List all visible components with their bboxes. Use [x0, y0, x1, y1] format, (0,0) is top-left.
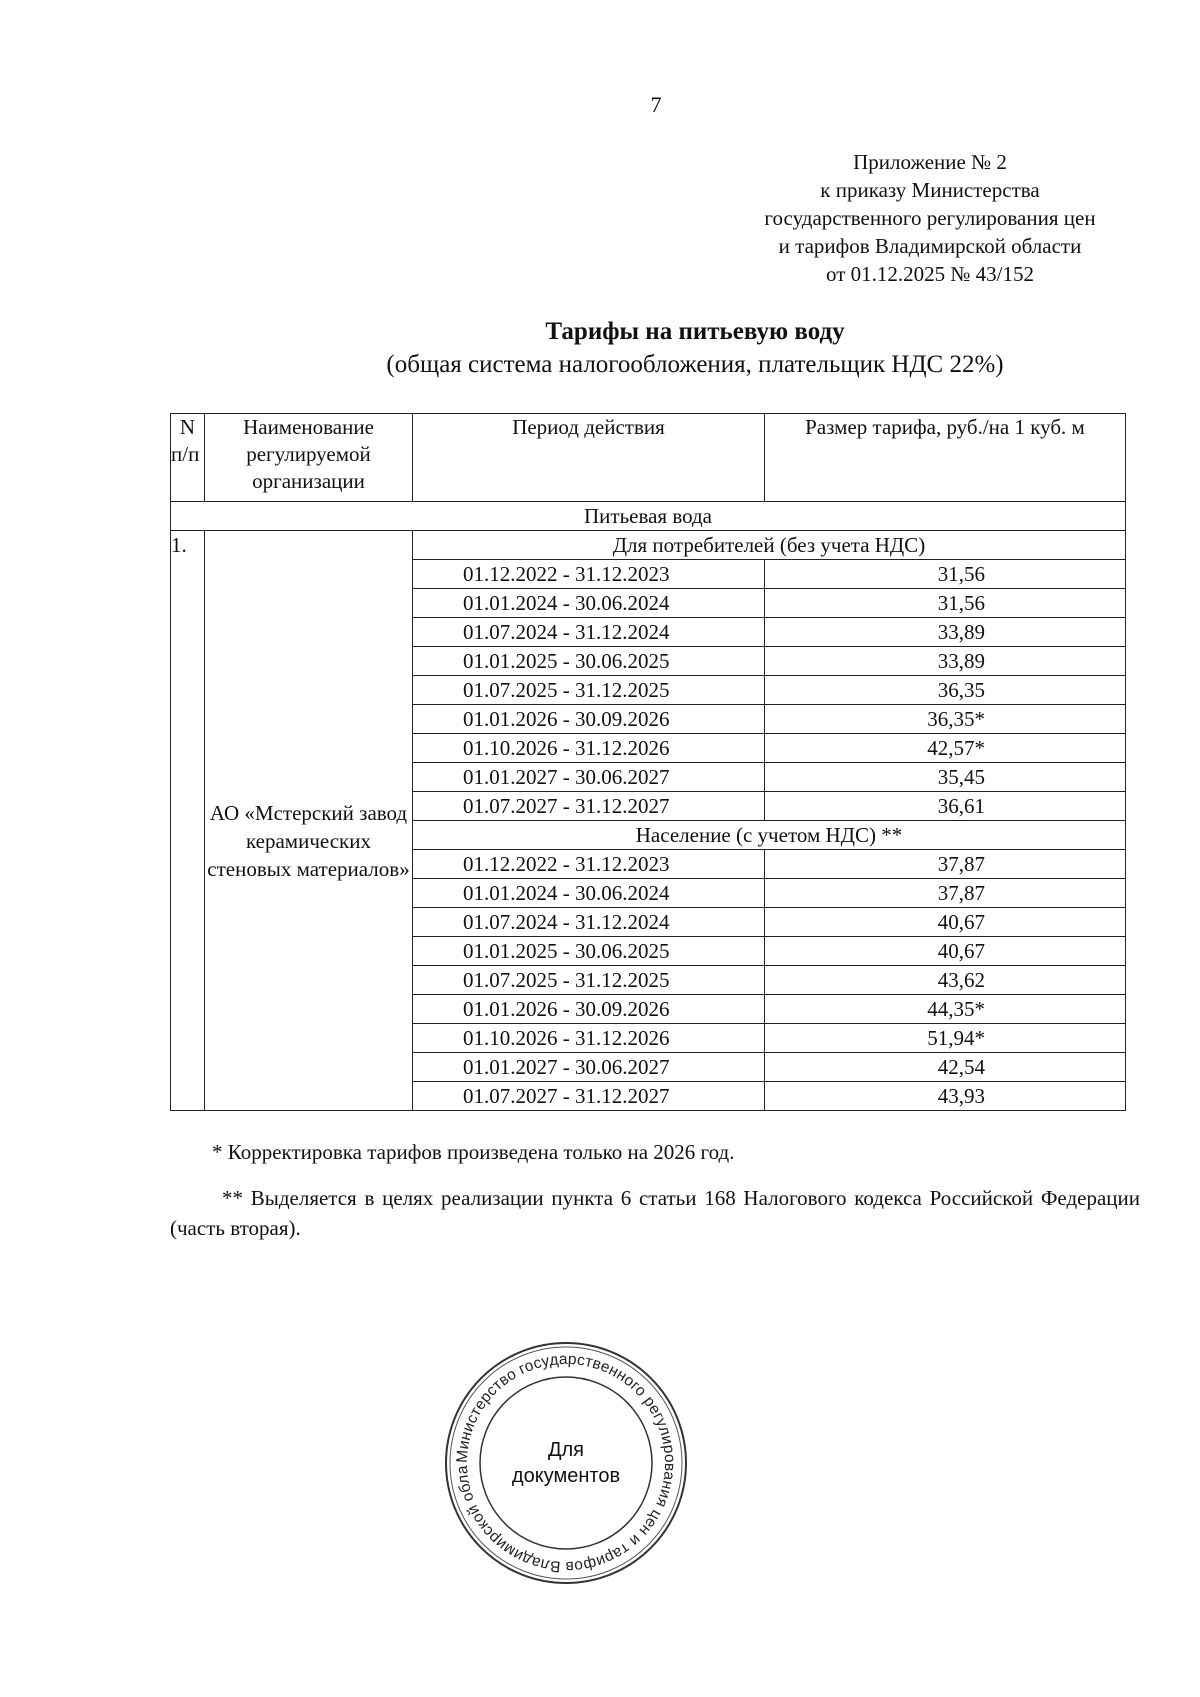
period-cell: 01.07.2025 - 31.12.2025 — [413, 676, 765, 705]
stamp-center — [443, 1340, 689, 1586]
tariff-value-cell: 36,35* — [765, 705, 1126, 734]
period-cell: 01.01.2026 - 30.09.2026 — [413, 995, 765, 1024]
row-number: 1. — [171, 531, 205, 1111]
period-cell: 01.10.2026 - 31.12.2026 — [413, 734, 765, 763]
tariff-value-cell: 37,87 — [765, 850, 1126, 879]
group-label: Для потребителей (без учета НДС) — [413, 531, 1126, 560]
category-label: Питьевая вода — [171, 502, 1126, 531]
period-cell: 01.10.2026 - 31.12.2026 — [413, 1024, 765, 1053]
header-tariff: Размер тарифа, руб./на 1 куб. м — [765, 414, 1126, 502]
category-row — [171, 502, 1126, 531]
tariff-value-cell: 40,67 — [765, 908, 1126, 937]
period-cell: 01.12.2022 - 31.12.2023 — [413, 560, 765, 589]
tariff-value-cell: 31,56 — [765, 560, 1126, 589]
tariff-value-cell: 33,89 — [765, 647, 1126, 676]
tariff-value-cell: 33,89 — [765, 618, 1126, 647]
header-period: Период действия — [413, 414, 765, 502]
tariff-value-cell: 35,45 — [765, 763, 1126, 792]
header-organization: Наименование регулируемой организации — [205, 414, 413, 502]
footnote-1: * Корректировка тарифов произведена только на 2026 год. — [212, 1140, 735, 1164]
appendix-line: и тарифов Владимирской области — [778, 234, 1082, 258]
tariff-value-cell: 43,93 — [765, 1082, 1126, 1111]
group-label-row — [171, 531, 1126, 560]
tariff-value-cell: 40,67 — [765, 937, 1126, 966]
document-subtitle: (общая система налогообложения, плательщик НДС 22%) — [386, 351, 1004, 378]
tariff-value-cell: 42,54 — [765, 1053, 1126, 1082]
tariff-value-cell: 31,56 — [765, 589, 1126, 618]
appendix-line: к приказу Министерства — [820, 178, 1040, 202]
group-label: Население (с учетом НДС) ** — [413, 821, 1126, 850]
organization-cell — [205, 531, 413, 1111]
official-stamp — [443, 1340, 689, 1586]
period-cell: 01.01.2024 - 30.06.2024 — [413, 879, 765, 908]
period-cell: 01.01.2027 - 30.06.2027 — [413, 1053, 765, 1082]
page-number: 7 — [650, 92, 662, 117]
period-cell: 01.12.2022 - 31.12.2023 — [413, 850, 765, 879]
tariff-value-cell: 51,94* — [765, 1024, 1126, 1053]
header-num-line1: N — [179, 415, 196, 439]
stamp-center-line1: Для — [547, 1439, 585, 1461]
tariff-value-cell: 42,57* — [765, 734, 1126, 763]
header-num — [171, 414, 205, 502]
appendix-line: от 01.12.2025 № 43/152 — [825, 262, 1035, 286]
stamp-center-line2: документов — [511, 1465, 621, 1487]
period-cell: 01.01.2024 - 30.06.2024 — [413, 589, 765, 618]
stamp-ring-text: Министерство государственного регулирования цен и тарифов Владимирской обла — [453, 1350, 679, 1576]
table-header-row — [171, 414, 1126, 502]
period-cell: 01.07.2024 - 31.12.2024 — [413, 618, 765, 647]
document-title: Тарифы на питьевую воду — [545, 318, 845, 345]
period-cell: 01.07.2027 - 31.12.2027 — [413, 792, 765, 821]
appendix-header — [720, 148, 1140, 288]
period-cell: 01.07.2025 - 31.12.2025 — [413, 966, 765, 995]
period-cell: 01.07.2027 - 31.12.2027 — [413, 1082, 765, 1111]
tariff-table — [170, 413, 1126, 1111]
period-cell: 01.01.2027 - 30.06.2027 — [413, 763, 765, 792]
footnote-2: ** Выделяется в целях реализации пункта 6 статьи 168 Налогового кодекса Российской Федерации (часть вторая). — [170, 1186, 1140, 1240]
tariff-value-cell: 36,35 — [765, 676, 1126, 705]
tariff-value-cell: 36,61 — [765, 792, 1126, 821]
tariff-value-cell: 43,62 — [765, 966, 1126, 995]
period-cell: 01.01.2025 - 30.06.2025 — [413, 937, 765, 966]
period-cell: 01.07.2024 - 31.12.2024 — [413, 908, 765, 937]
tariff-value-cell: 44,35* — [765, 995, 1126, 1024]
period-cell: 01.01.2026 - 30.09.2026 — [413, 705, 765, 734]
tariff-value-cell: 37,87 — [765, 879, 1126, 908]
header-num-line2: п/п — [171, 442, 200, 466]
appendix-line: государственного регулирования цен — [764, 206, 1096, 230]
appendix-line: Приложение № 2 — [853, 150, 1007, 174]
period-cell: 01.01.2025 - 30.06.2025 — [413, 647, 765, 676]
organization-name: АО «Мстерский завод керамических стеновых материалов» — [207, 800, 410, 881]
